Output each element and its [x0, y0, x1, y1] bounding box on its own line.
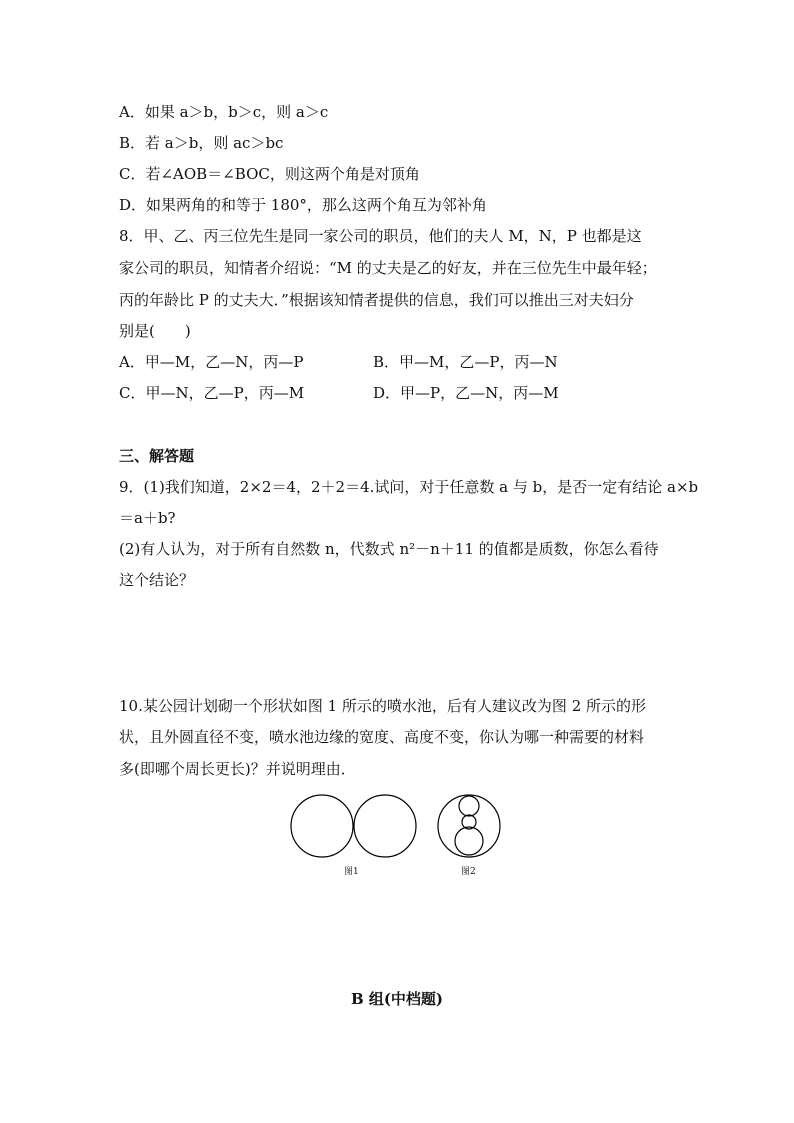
q8-text-line1: 8．甲、乙、丙三位先生是同一家公司的职员，他们的夫人 M，N，P 也都是这 [119, 227, 642, 245]
section-heading: 三、解答题 [119, 447, 195, 465]
q8-option-a: A．甲—M，乙—N，丙—P [119, 353, 304, 371]
q7-option-b: B．若 a＞b，则 ac＞bc [119, 134, 284, 152]
group-b-heading: B 组(中档题) [350, 990, 444, 1008]
q7-option-d: D．如果两角的和等于 180°，那么这两个角互为邻补角 [119, 196, 487, 214]
q8-option-b: B．甲—M，乙—P，丙—N [373, 353, 558, 371]
q9-text-line2: ＝a＋b? [119, 509, 176, 527]
q7-option-a: A．如果 a＞b，b＞c，则 a＞c [119, 103, 329, 121]
q10-text-line2: 状，且外圆直径不变，喷水池边缘的宽度、高度不变，你认为哪一种需要的材料 [119, 728, 645, 746]
q8-text-line4: 别是( ) [119, 322, 191, 340]
fig2-caption: 图2 [461, 867, 476, 877]
fig2-outer-circle [438, 795, 500, 857]
q8-text-line3: 丙的年龄比 P 的丈夫大．”根据该知情者提供的信息，我们可以推出三对夫妇分 [119, 291, 634, 309]
q8-option-d: D．甲—P，乙—N，丙—M [373, 384, 559, 402]
fig1-caption: 图1 [344, 867, 359, 877]
fig1-left-circle [291, 795, 353, 857]
q10-text-line1: 10.某公园计划砌一个形状如图 1 所示的喷水池，后有人建议改为图 2 所示的形 [119, 697, 647, 715]
q7-option-c: C．若∠AOB＝∠BOC，则这两个角是对顶角 [119, 165, 420, 183]
fig1-right-circle [354, 795, 416, 857]
fig2-small-circle [459, 796, 479, 816]
q8-text-line2: 家公司的职员，知情者介绍说：“M 的丈夫是乙的好友，并在三位先生中最年轻； [119, 259, 657, 277]
fig2-large-circle [455, 827, 483, 855]
q9-text-line1: 9．(1)我们知道，2×2＝4，2＋2＝4.试问，对于任意数 a 与 b，是否一定有结论 a×b [119, 478, 699, 496]
q9-text-line4: 这个结论？ [119, 571, 195, 589]
q10-text-line3: 多(即哪个周长更长)？并说明理由． [119, 760, 356, 778]
fountain-figures [280, 786, 520, 886]
q9-text-line3: (2)有人认为，对于所有自然数 n，代数式 n²－n＋11 的值都是质数，你怎么看待 [119, 540, 659, 558]
fountain-diagram [280, 786, 520, 866]
q8-option-c: C．甲—N，乙—P，丙—M [119, 384, 305, 402]
